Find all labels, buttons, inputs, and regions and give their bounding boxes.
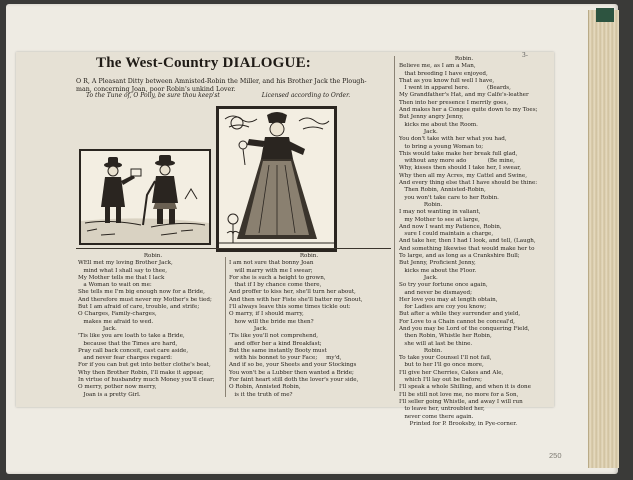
- speaker-heading: Robin.: [143, 253, 163, 259]
- corner-tab: [596, 8, 614, 22]
- tune-text: To the Tune of, O Polly, be sure thou keep'st: [86, 92, 220, 99]
- speaker-heading: Robin.: [299, 253, 319, 259]
- book-page-edges: [588, 10, 619, 468]
- speaker-heading: Robin.: [454, 56, 474, 62]
- page-number: 250: [549, 451, 562, 460]
- broadside-subtitle: O R, A Pleasant Ditty between Amnisted-Robin the Miller, and his Brother Jack the Plough-man, concerning Joan, poor Robin's unkind Lover.: [76, 78, 367, 94]
- license-text: Licensed according to Order.: [261, 92, 351, 99]
- woman-illustration: [219, 109, 334, 249]
- woodcut-woman: [216, 106, 337, 252]
- broadside-title: The West-Country DIALOGUE:: [96, 55, 311, 71]
- two-men-illustration: [81, 151, 209, 243]
- verse-text: WEll met my loving Brother Jack, mind what I shall say to thee, My Mother tells me that I lack a Woman to wait on me: She tells me I'm big enough now for a Bride, And therefore must never my Mother's be tied; But I am afraid of care, trouble, and strife; O Charges, Family-charges, makes me afraid to wed. Jack. 'Tis like you are loath to take a Bride, because that the Times are hard, Pray call back conceit, cast care aside, and never fear charges regard: For if you can but get into better clothe's beat, Why then Brother Robin, I'll make it appear, In virtue of husbandry much Money you'll clear; O merry, pother now merry, Joan is a pretty Girl.: [78, 260, 215, 398]
- column-separator: [394, 56, 395, 391]
- pencil-mark: 3-: [522, 52, 528, 59]
- broadside-sheet: [16, 52, 554, 427]
- ballad-column-1: [78, 253, 228, 399]
- verse-text: I am not sure that bonny Joan will marry with me I swear; For she is such a height to grown, that if I by chance come there, And proffer to kiss her, she'll turn her about, And then with her Fiste she'll batter my Snout, I'll always leave this some times tickle out: O marry, if I should marry, how will the bride me then? Jack. 'Tis like you'll not comprehend, and offer her a kind Breakfast; But the same instantly Booty must with his bonnet to your Face; my'd, And if so be, your Sheets and your Stockings You won't be a Lubber then wanted a Bride; For faint heart still doth the lover's your side, O Robin, Annisted Robin, is it the truth of me?: [229, 260, 363, 398]
- ballad-column-3: [399, 56, 549, 428]
- tune-line: [86, 92, 386, 99]
- woodcut-two-men: [79, 149, 211, 245]
- verse-text: Believe me, as I am a Man, that breeding I have enjoyed, That as you know full well I have, I went in apparel here. (Beards, My Grandfather's Hat, and my Calfe's-leather Then into her presence I merrily goes, And makes her a Congee quite down to my Toes; But Jenny angry Jenny, kicks me about the Room. Jack. You don't take with her what you had, to bring a young Woman to; This would take make her break full glad, without any more ado (Be mine, Why, kisses then should I take her, I swear, Why then all my Acres, my Cattel and Swine, And every thing else that I have should be thine: Then Robin, Annisted-Robin, you won't take care to her Robin. Robin. I may not wanting in valiant, my Mother to see at large, And now I want my Patience, Robin, sure I could maintain a charge, And take her, then I had I look, and tell, (Laugh, And something likewise that would make her to To large, and as long as a Crankshire Bull; But Jenny, Proficient Jenny, kicks me about the Floor. Jack. So try your fortune once again, and never be dismayed; Her love you may at length obtain, for Ladies are coy you know; But after a while they surrender and yield, For Love to a Chain cannot be conceal'd, And you may be Lord of the conquering Field, then Robin, Whistle her Robin, she will at last be thine. Robin. To take your Counsel I'll not fail, but to her I'll go once more, I'll give her Cherries, Cakes and Ale, which I'll lay out be before; I'll speak a whole Shilling, and when it is done I'll be still not love me, no more for a Son, I'll seller going Whistle, and away I will run to leave her, untroubled her, never come there again. Printed for P. Brooksby, in Pye-corner.: [399, 63, 538, 427]
- horizontal-rule: [76, 248, 391, 249]
- ballad-column-2: [229, 253, 389, 399]
